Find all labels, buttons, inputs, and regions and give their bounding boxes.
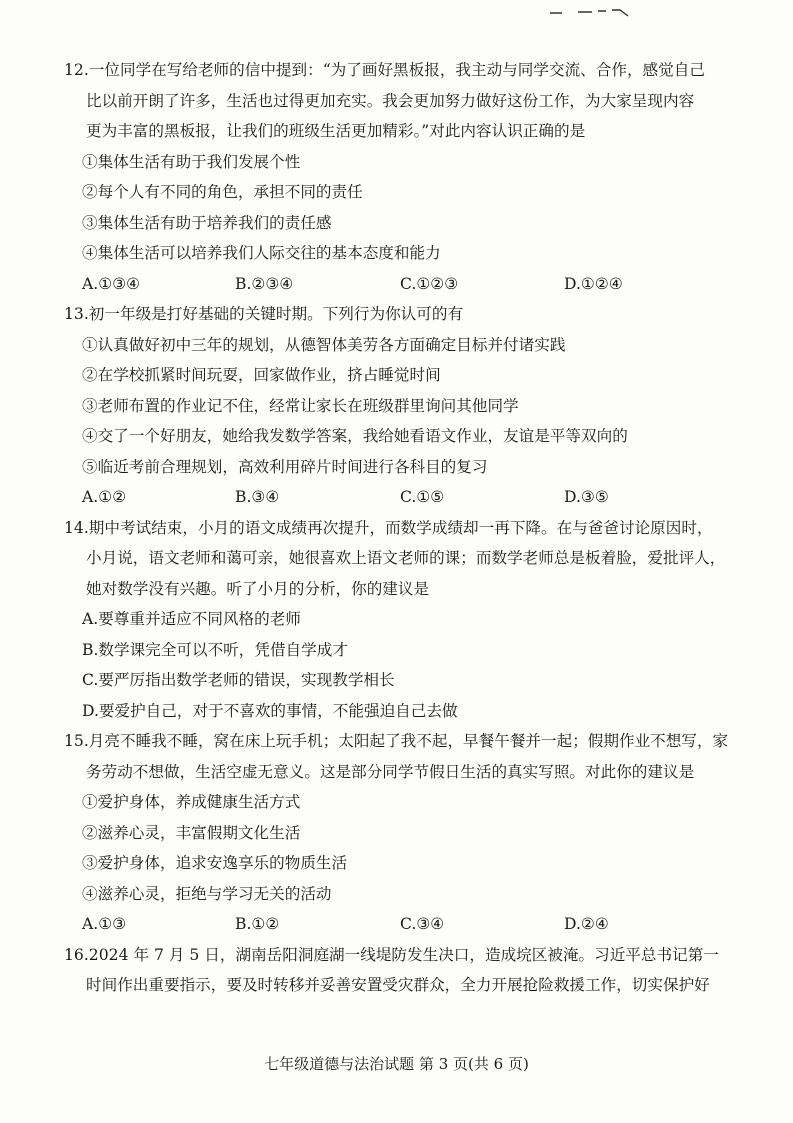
question-13-item-4: ④交了一个好朋友，她给我发数学答案，我给她看语文作业，友谊是平等双向的	[82, 427, 628, 445]
question-13-stem-line-1: 13.初一年级是打好基础的关键时期。下列行为你认可的有	[64, 305, 464, 323]
scan-artifact-mark	[548, 6, 638, 20]
question-14-choice-c: C.要严厉指出数学老师的错误，实现教学相长	[82, 671, 395, 689]
question-15-options	[62, 914, 752, 934]
question-content	[62, 60, 752, 1006]
question-13-option-c: C.①⑤	[400, 488, 445, 506]
question-12-item-2: ②每个人有不同的角色，承担不同的责任	[82, 183, 363, 201]
question-12-item-3: ③集体生活有助于培养我们的责任感	[82, 213, 332, 232]
question-15	[62, 731, 752, 934]
question-13-item-1: ①认真做好初中三年的规划，从德智体美劳各方面确定目标并付诸实践	[82, 335, 566, 354]
question-12-option-d: D.①②④	[564, 274, 623, 293]
question-13-item-5: ⑤临近考前合理规划，高效利用碎片时间进行各科目的复习	[82, 457, 488, 476]
question-14-choice-a: A.要尊重并适应不同风格的老师	[82, 610, 301, 628]
question-13-options	[62, 487, 752, 507]
question-16	[62, 945, 752, 996]
question-13-item-2: ②在学校抓紧时间玩耍，回家做作业，挤占睡觉时间	[82, 366, 441, 384]
question-12-options	[62, 274, 752, 294]
question-13	[62, 304, 752, 507]
question-12-option-b: B.②③④	[235, 274, 294, 293]
question-14-stem-line-2: 小月说，语文老师和蔼可亲，她很喜欢上语文老师的课；而数学老师总是板着脸，爱批评人，	[86, 549, 726, 567]
question-14-stem-line-1: 14.期中考试结束，小月的语文成绩再次提升，而数学成绩却一再下降。在与爸爸讨论原因时，	[64, 518, 713, 537]
question-16-stem-line-1: 16.2024 年 7 月 5 日，湖南岳阳洞庭湖一线堤防发生决口，造成垸区被淹。习近平总书记第一	[64, 945, 719, 964]
question-14	[62, 518, 752, 721]
question-15-option-b: B.①②	[235, 915, 280, 933]
question-15-item-2: ②滋养心灵，丰富假期文化生活	[82, 823, 301, 842]
question-15-stem-line-2: 务劳动不想做，生活空虚无意义。这是部分同学节假日生活的真实写照。对此你的建议是	[86, 762, 695, 781]
question-13-item-3: ③老师布置的作业记不住，经常让家长在班级群里询问其他同学	[82, 396, 519, 415]
question-12-stem-line-1: 12.一位同学在写给老师的信中提到：“为了画好黑板报，我主动与同学交流、合作，感觉自己	[64, 61, 705, 79]
page-footer: 七年级道德与法治试题 第 3 页(共 6 页)	[264, 1055, 529, 1073]
question-14-stem-line-3: 她对数学没有兴趣。听了小月的分析，你的建议是	[86, 579, 430, 598]
question-15-item-4: ④滋养心灵，拒绝与学习无关的活动	[82, 884, 332, 903]
question-15-option-d: D.②④	[564, 915, 609, 933]
question-15-option-a: A.①③	[82, 915, 127, 933]
question-15-item-1: ①爱护身体，养成健康生活方式	[82, 793, 301, 811]
question-16-stem-line-2: 时间作出重要指示，要及时转移并妥善安置受灾群众，全力开展抢险救援工作，切实保护好	[86, 976, 710, 994]
question-12-stem-line-2: 比以前开朗了许多，生活也过得更加充实。我会更加努力做好这份工作，为大家呈现内容	[86, 91, 695, 110]
question-12-option-a: A.①③④	[82, 274, 141, 293]
question-12-item-1: ①集体生活有助于我们发展个性	[82, 152, 301, 171]
question-13-option-b: B.③④	[235, 488, 280, 506]
question-15-item-3: ③爱护身体，追求安逸享乐的物质生活	[82, 854, 348, 872]
question-15-option-c: C.③④	[400, 915, 445, 933]
question-12-option-c: C.①②③	[400, 274, 459, 293]
question-12	[62, 60, 752, 294]
question-14-choice-d: D.要爱护自己，对于不喜欢的事情，不能强迫自己去做	[82, 701, 458, 720]
question-13-option-d: D.③⑤	[564, 488, 609, 506]
question-12-item-4: ④集体生活可以培养我们人际交往的基本态度和能力	[82, 244, 441, 262]
question-15-stem-line-1: 15.月亮不睡我不睡，窝在床上玩手机；太阳起了我不起，早餐午餐并一起；假期作业不想写，家	[64, 732, 729, 750]
question-14-choice-b: B.数学课完全可以不听，凭借自学成才	[82, 640, 348, 659]
question-13-option-a: A.①②	[82, 488, 127, 506]
question-12-stem-line-3: 更为丰富的黑板报，让我们的班级生活更加精彩。”对此内容认识正确的是	[86, 122, 586, 140]
